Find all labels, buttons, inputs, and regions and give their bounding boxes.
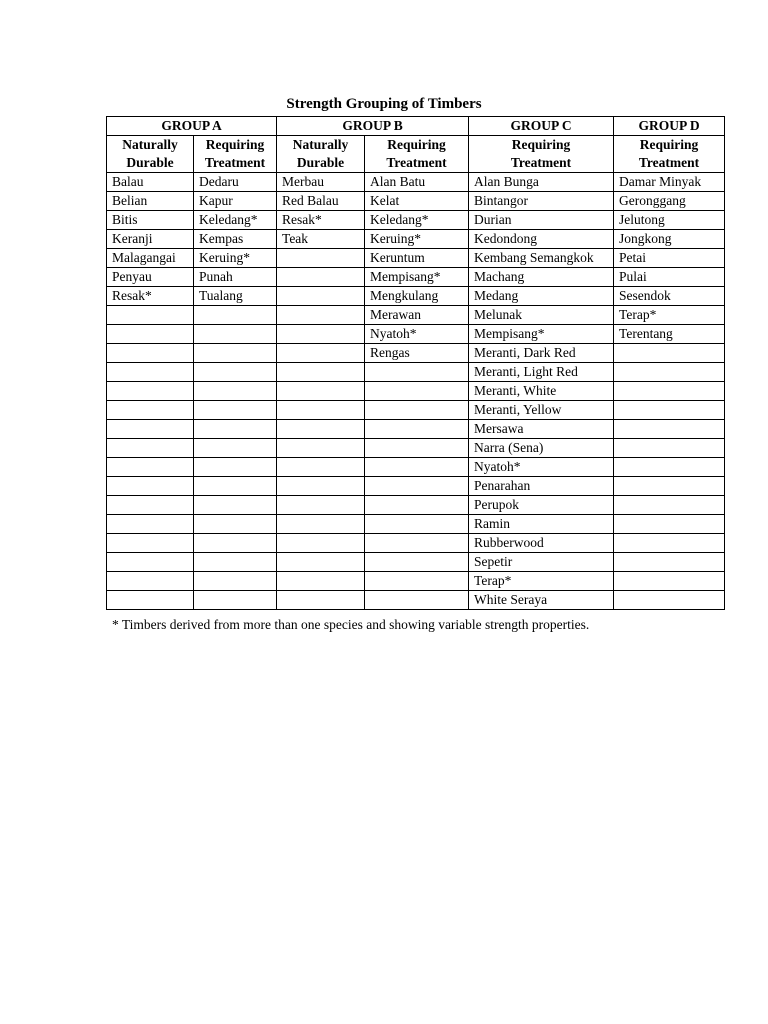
table-cell: Petai bbox=[614, 249, 725, 268]
table-cell bbox=[614, 572, 725, 591]
group-a-header: GROUP A bbox=[107, 117, 277, 136]
table-cell bbox=[194, 515, 277, 534]
table-cell bbox=[107, 439, 194, 458]
table-row bbox=[107, 553, 725, 572]
table-row bbox=[107, 230, 725, 249]
table-cell: Sesendok bbox=[614, 287, 725, 306]
table-cell bbox=[365, 382, 469, 401]
sub-header-a-durable bbox=[107, 136, 194, 173]
table-row bbox=[107, 458, 725, 477]
table-cell: Rengas bbox=[365, 344, 469, 363]
table-cell: Mempisang* bbox=[469, 325, 614, 344]
table-cell bbox=[194, 439, 277, 458]
table-cell bbox=[194, 572, 277, 591]
table-cell bbox=[614, 382, 725, 401]
table-cell: Red Balau bbox=[277, 192, 365, 211]
table-cell bbox=[194, 420, 277, 439]
table-cell bbox=[194, 363, 277, 382]
table-body bbox=[107, 173, 725, 610]
table-cell bbox=[107, 420, 194, 439]
table-cell bbox=[365, 572, 469, 591]
table-cell: Melunak bbox=[469, 306, 614, 325]
page-title: Strength Grouping of Timbers bbox=[286, 96, 482, 112]
table-cell bbox=[107, 363, 194, 382]
table-cell: Mengkulang bbox=[365, 287, 469, 306]
table-cell: Tualang bbox=[194, 287, 277, 306]
table-cell: Pulai bbox=[614, 268, 725, 287]
table-cell bbox=[277, 249, 365, 268]
table-cell: Keledang* bbox=[365, 211, 469, 230]
table-cell bbox=[614, 439, 725, 458]
table-cell bbox=[277, 439, 365, 458]
table-row bbox=[107, 344, 725, 363]
table-cell: Mersawa bbox=[469, 420, 614, 439]
table-cell: Teak bbox=[277, 230, 365, 249]
table-cell: Balau bbox=[107, 173, 194, 192]
table-cell bbox=[614, 591, 725, 610]
table-cell bbox=[277, 496, 365, 515]
table-cell: Kelat bbox=[365, 192, 469, 211]
table-cell bbox=[107, 515, 194, 534]
table-cell: Jelutong bbox=[614, 211, 725, 230]
table-cell bbox=[365, 553, 469, 572]
table-cell: Damar Minyak bbox=[614, 173, 725, 192]
table-cell bbox=[107, 458, 194, 477]
table-row bbox=[107, 249, 725, 268]
table-cell: Geronggang bbox=[614, 192, 725, 211]
table-cell bbox=[614, 515, 725, 534]
table-cell bbox=[365, 420, 469, 439]
table-cell bbox=[194, 344, 277, 363]
group-c-header: GROUP C bbox=[469, 117, 614, 136]
table-row bbox=[107, 268, 725, 287]
table-cell: Kapur bbox=[194, 192, 277, 211]
table-cell bbox=[614, 420, 725, 439]
table-cell bbox=[194, 458, 277, 477]
table-cell: Ramin bbox=[469, 515, 614, 534]
table-cell bbox=[277, 515, 365, 534]
table-cell bbox=[277, 477, 365, 496]
table-cell bbox=[107, 477, 194, 496]
table-cell bbox=[614, 553, 725, 572]
sub-header-line: Treatment bbox=[510, 155, 572, 170]
table-cell bbox=[107, 401, 194, 420]
table-cell bbox=[365, 401, 469, 420]
table-cell bbox=[194, 591, 277, 610]
table-cell bbox=[365, 591, 469, 610]
table-cell: Penyau bbox=[107, 268, 194, 287]
sub-header-line: Requiring bbox=[205, 137, 265, 152]
table-cell bbox=[277, 363, 365, 382]
table-row bbox=[107, 439, 725, 458]
table-cell bbox=[365, 439, 469, 458]
table-cell bbox=[277, 591, 365, 610]
table-cell: Kedondong bbox=[469, 230, 614, 249]
table-cell bbox=[277, 344, 365, 363]
table-row bbox=[107, 211, 725, 230]
table-cell: Meranti, White bbox=[469, 382, 614, 401]
table-cell bbox=[194, 382, 277, 401]
table-cell: Penarahan bbox=[469, 477, 614, 496]
table-cell: Merbau bbox=[277, 173, 365, 192]
table-cell bbox=[194, 325, 277, 344]
table-row bbox=[107, 306, 725, 325]
table-cell bbox=[194, 553, 277, 572]
table-cell bbox=[277, 572, 365, 591]
table-cell: Meranti, Dark Red bbox=[469, 344, 614, 363]
sub-header-row bbox=[107, 136, 725, 173]
table-cell: Alan Bunga bbox=[469, 173, 614, 192]
table-cell: Durian bbox=[469, 211, 614, 230]
table-cell: Nyatoh* bbox=[469, 458, 614, 477]
table-cell: Jongkong bbox=[614, 230, 725, 249]
table-cell bbox=[107, 344, 194, 363]
sub-header-line: Treatment bbox=[204, 155, 266, 170]
table-cell bbox=[194, 534, 277, 553]
table-cell bbox=[277, 553, 365, 572]
table-row bbox=[107, 496, 725, 515]
table-cell: Punah bbox=[194, 268, 277, 287]
table-cell: Kempas bbox=[194, 230, 277, 249]
table-cell bbox=[107, 553, 194, 572]
table-cell bbox=[107, 306, 194, 325]
table-cell: Machang bbox=[469, 268, 614, 287]
table-cell bbox=[277, 458, 365, 477]
sub-header-b-durable bbox=[277, 136, 365, 173]
strength-grouping-table bbox=[106, 116, 725, 610]
table-cell bbox=[107, 496, 194, 515]
group-d-header: GROUP D bbox=[614, 117, 725, 136]
table-cell: Dedaru bbox=[194, 173, 277, 192]
table-cell bbox=[614, 344, 725, 363]
table-cell bbox=[365, 477, 469, 496]
table-cell: Bitis bbox=[107, 211, 194, 230]
table-cell: Narra (Sena) bbox=[469, 439, 614, 458]
table-cell: Medang bbox=[469, 287, 614, 306]
table-cell bbox=[614, 477, 725, 496]
table-cell: Keledang* bbox=[194, 211, 277, 230]
table-cell: Terap* bbox=[469, 572, 614, 591]
table-row bbox=[107, 572, 725, 591]
table-cell bbox=[107, 572, 194, 591]
sub-header-b-treatment bbox=[365, 136, 469, 173]
table-cell bbox=[107, 591, 194, 610]
table-cell: Belian bbox=[107, 192, 194, 211]
sub-header-a-treatment bbox=[194, 136, 277, 173]
table-cell: Keruing* bbox=[194, 249, 277, 268]
table-cell bbox=[614, 401, 725, 420]
table-cell bbox=[107, 534, 194, 553]
table-cell: Mempisang* bbox=[365, 268, 469, 287]
table-cell bbox=[277, 287, 365, 306]
table-cell: Keruing* bbox=[365, 230, 469, 249]
table-cell: Malagangai bbox=[107, 249, 194, 268]
table-cell: Alan Batu bbox=[365, 173, 469, 192]
table-cell: Kembang Semangkok bbox=[469, 249, 614, 268]
table-cell: Resak* bbox=[107, 287, 194, 306]
table-cell: Perupok bbox=[469, 496, 614, 515]
table-cell bbox=[365, 534, 469, 553]
table-row bbox=[107, 515, 725, 534]
footnote: * Timbers derived from more than one species and showing variable strength properties. bbox=[112, 617, 590, 632]
table-cell: Meranti, Light Red bbox=[469, 363, 614, 382]
table-cell bbox=[277, 420, 365, 439]
table-cell bbox=[365, 363, 469, 382]
table-row bbox=[107, 477, 725, 496]
table-cell bbox=[194, 306, 277, 325]
table-row bbox=[107, 287, 725, 306]
table-row bbox=[107, 591, 725, 610]
table-cell: Keranji bbox=[107, 230, 194, 249]
sub-header-line: Naturally bbox=[292, 137, 349, 152]
sub-header-line: Treatment bbox=[638, 155, 700, 170]
sub-header-line: Durable bbox=[126, 155, 174, 170]
table-cell: Rubberwood bbox=[469, 534, 614, 553]
group-header-row bbox=[107, 117, 725, 136]
table-cell bbox=[107, 382, 194, 401]
table-row bbox=[107, 382, 725, 401]
table-cell bbox=[614, 534, 725, 553]
table-cell bbox=[194, 477, 277, 496]
table-cell bbox=[194, 401, 277, 420]
table-cell bbox=[277, 401, 365, 420]
table-cell: Keruntum bbox=[365, 249, 469, 268]
table-cell: Terentang bbox=[614, 325, 725, 344]
table-cell bbox=[277, 325, 365, 344]
sub-header-line: Treatment bbox=[386, 155, 447, 170]
table-cell bbox=[194, 496, 277, 515]
table-row bbox=[107, 420, 725, 439]
table-row bbox=[107, 192, 725, 211]
group-b-header: GROUP B bbox=[277, 117, 469, 136]
table-cell bbox=[277, 382, 365, 401]
table-cell: Sepetir bbox=[469, 553, 614, 572]
table-cell: White Seraya bbox=[469, 591, 614, 610]
table-cell bbox=[365, 458, 469, 477]
table-row bbox=[107, 173, 725, 192]
table-cell bbox=[107, 325, 194, 344]
table-cell bbox=[614, 363, 725, 382]
table-row bbox=[107, 401, 725, 420]
sub-header-line: Requiring bbox=[387, 137, 446, 152]
table-cell: Resak* bbox=[277, 211, 365, 230]
table-row bbox=[107, 534, 725, 553]
table-cell: Bintangor bbox=[469, 192, 614, 211]
table-row bbox=[107, 363, 725, 382]
sub-header-line: Requiring bbox=[511, 137, 571, 152]
table-row bbox=[107, 325, 725, 344]
sub-header-line: Requiring bbox=[639, 137, 699, 152]
table-cell bbox=[277, 534, 365, 553]
table-cell: Meranti, Yellow bbox=[469, 401, 614, 420]
table-cell: Terap* bbox=[614, 306, 725, 325]
table-cell bbox=[277, 268, 365, 287]
table-cell bbox=[614, 496, 725, 515]
table-cell: Merawan bbox=[365, 306, 469, 325]
sub-header-d-treatment bbox=[614, 136, 725, 173]
table-cell bbox=[365, 515, 469, 534]
sub-header-line: Naturally bbox=[122, 137, 178, 152]
sub-header-c-treatment bbox=[469, 136, 614, 173]
table-cell bbox=[277, 306, 365, 325]
sub-header-line: Durable bbox=[296, 155, 345, 170]
table-cell bbox=[365, 496, 469, 515]
table-cell: Nyatoh* bbox=[365, 325, 469, 344]
table-cell bbox=[614, 458, 725, 477]
